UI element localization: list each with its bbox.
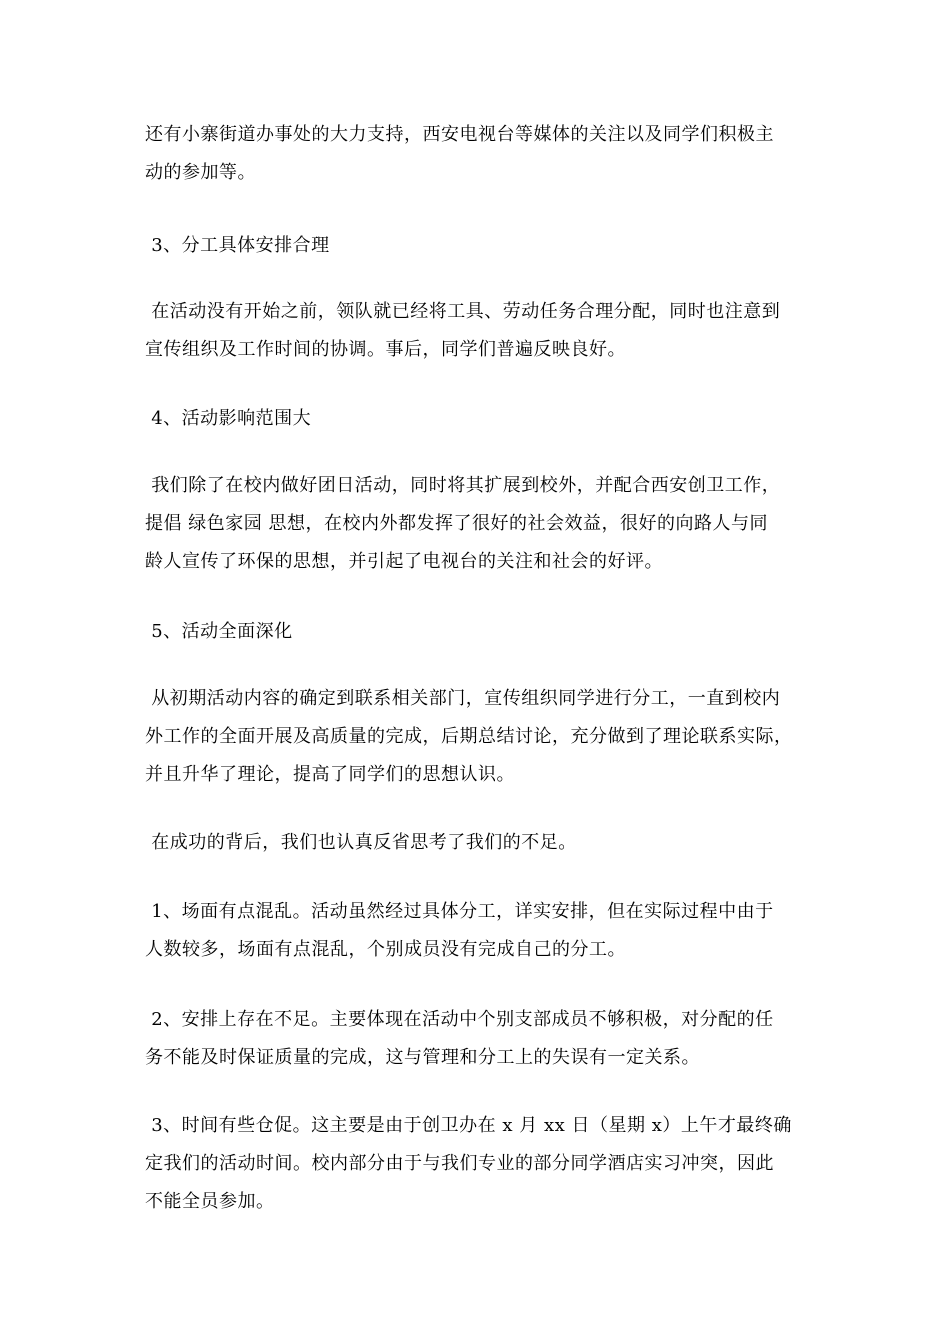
heading-division-of-labor: 3、分工具体安排合理 [145,235,330,256]
paragraph-deepening: 从初期活动内容的确定到联系相关部门，宣传组织同学进行分工，一直到校内 外工作的全面开展及高质量的完成，后期总结讨论，充分做到了理论联系实际， 并且升华了理论，提高了同学们的思想认识。 [145,688,793,785]
paragraph-shortcoming-3: 3、时间有些仓促。这主要是由于创卫办在 x 月 xx 日（星期 x）上午才最终确 定我们的活动时间。校内部分由于与我们专业的部分同学酒店实习冲突，因此 不能全员参加。 [145,1115,792,1212]
paragraph-shortcoming-2: 2、安排上存在不足。主要体现在活动中个别支部成员不够积极，对分配的任 务不能及时保证质量的完成，这与管理和分工上的失误有一定关系。 [145,1009,774,1068]
paragraph-support: 还有小寨街道办事处的大力支持，西安电视台等媒体的关注以及同学们积极主 动的参加等。 [145,124,774,183]
paragraph-reflection-intro: 在成功的背后，我们也认真反省思考了我们的不足。 [145,832,577,853]
heading-deepening: 5、活动全面深化 [145,621,293,642]
heading-wide-impact: 4、活动影响范围大 [145,408,312,429]
paragraph-shortcoming-1: 1、场面有点混乱。活动虽然经过具体分工，详实安排，但在实际过程中由于 人数较多，场面有点混乱，个别成员没有完成自己的分工。 [145,901,774,960]
paragraph-division-of-labor: 在活动没有开始之前，领队就已经将工具、劳动任务合理分配，同时也注意到 宣传组织及工作时间的协调。事后，同学们普遍反映良好。 [145,301,781,360]
paragraph-wide-impact: 我们除了在校内做好团日活动，同时将其扩展到校外，并配合西安创卫工作， 提倡 绿色家园 思想，在校内外都发挥了很好的社会效益，很好的向路人与同 龄人宣传了环保的思想，并引起了电视台的关注和社会的好评。 [145,475,781,572]
